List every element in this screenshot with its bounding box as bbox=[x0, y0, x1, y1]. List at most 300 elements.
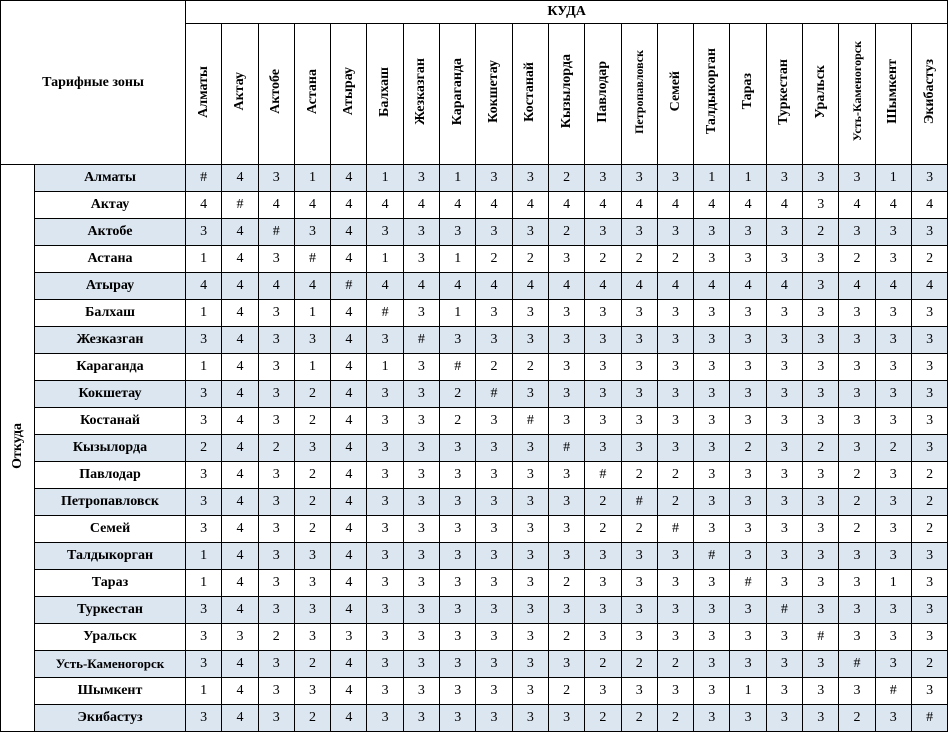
tariff-cell: 2 bbox=[911, 651, 947, 678]
tariff-cell: # bbox=[476, 381, 512, 408]
tariff-cell: 3 bbox=[694, 678, 730, 705]
tariff-cell: 3 bbox=[803, 381, 839, 408]
tariff-cell: 2 bbox=[294, 462, 330, 489]
tariff-cell: 3 bbox=[548, 408, 584, 435]
tariff-cell: 4 bbox=[548, 192, 584, 219]
tariff-cell: 3 bbox=[585, 435, 621, 462]
tariff-cell: 3 bbox=[803, 543, 839, 570]
table-row bbox=[1, 300, 948, 327]
tariff-cell: 3 bbox=[440, 219, 476, 246]
tariff-cell: 4 bbox=[839, 192, 875, 219]
tariff-cell: 2 bbox=[440, 381, 476, 408]
origin-label: Жезказган bbox=[35, 327, 186, 354]
from-header bbox=[1, 165, 35, 732]
tariff-cell: 2 bbox=[294, 381, 330, 408]
tariff-cell: 3 bbox=[476, 570, 512, 597]
tariff-cell: 3 bbox=[585, 165, 621, 192]
tariff-cell: 3 bbox=[258, 489, 294, 516]
tariff-cell: 3 bbox=[512, 462, 548, 489]
tariff-cell: 3 bbox=[694, 489, 730, 516]
tariff-cell: 3 bbox=[476, 516, 512, 543]
tariff-cell: 3 bbox=[621, 678, 657, 705]
tariff-cell: 2 bbox=[657, 705, 693, 732]
table-row bbox=[1, 435, 948, 462]
tariff-cell: 3 bbox=[911, 435, 947, 462]
tariff-cell: 3 bbox=[548, 246, 584, 273]
table-row bbox=[1, 705, 948, 732]
tariff-cell: 2 bbox=[621, 705, 657, 732]
tariff-cell: 3 bbox=[585, 219, 621, 246]
table-row bbox=[1, 543, 948, 570]
tariff-cell: # bbox=[657, 516, 693, 543]
table-row bbox=[1, 192, 948, 219]
tariff-cell: 3 bbox=[694, 570, 730, 597]
table-row bbox=[1, 651, 948, 678]
tariff-cell: 3 bbox=[839, 300, 875, 327]
tariff-cell: 3 bbox=[657, 597, 693, 624]
table-row bbox=[1, 462, 948, 489]
tariff-cell: 4 bbox=[222, 570, 258, 597]
tariff-cell: 4 bbox=[585, 192, 621, 219]
tariff-cell: 4 bbox=[186, 192, 222, 219]
tariff-cell: 3 bbox=[621, 624, 657, 651]
tariff-cell: 3 bbox=[367, 570, 403, 597]
tariff-cell: 1 bbox=[294, 354, 330, 381]
tariff-cell: 4 bbox=[331, 516, 367, 543]
tariff-cell: 3 bbox=[585, 354, 621, 381]
tariff-cell: 1 bbox=[186, 246, 222, 273]
tariff-cell: 3 bbox=[766, 165, 802, 192]
tariff-cell: 4 bbox=[875, 273, 911, 300]
tariff-cell: 3 bbox=[621, 219, 657, 246]
tariff-cell: 3 bbox=[440, 516, 476, 543]
tariff-cell: 4 bbox=[331, 408, 367, 435]
origin-label: Караганда bbox=[35, 354, 186, 381]
tariff-cell: 1 bbox=[186, 678, 222, 705]
tariff-cell: 3 bbox=[839, 408, 875, 435]
tariff-cell: 3 bbox=[911, 570, 947, 597]
origin-label: Экибастуз bbox=[35, 705, 186, 732]
tariff-cell: 3 bbox=[875, 327, 911, 354]
destination-header bbox=[911, 24, 947, 165]
tariff-cell: 3 bbox=[694, 300, 730, 327]
tariff-cell: 3 bbox=[657, 435, 693, 462]
tariff-cell: 3 bbox=[258, 516, 294, 543]
tariff-cell: 4 bbox=[548, 273, 584, 300]
destination-label: Петропавловск bbox=[632, 49, 647, 134]
tariff-cell: 3 bbox=[258, 354, 294, 381]
destination-label: Уральск bbox=[812, 64, 828, 119]
tariff-cell: 3 bbox=[694, 219, 730, 246]
tariff-cell: 3 bbox=[585, 327, 621, 354]
tariff-cell: 3 bbox=[621, 597, 657, 624]
tariff-cell: 4 bbox=[403, 273, 439, 300]
tariff-cell: # bbox=[621, 489, 657, 516]
tariff-cell: 4 bbox=[222, 516, 258, 543]
tariff-cell: # bbox=[766, 597, 802, 624]
tariff-cell: 3 bbox=[476, 597, 512, 624]
tariff-cell: 3 bbox=[440, 651, 476, 678]
tariff-cell: 3 bbox=[911, 354, 947, 381]
tariff-cell: 3 bbox=[730, 489, 766, 516]
tariff-cell: 4 bbox=[331, 165, 367, 192]
tariff-cell: 3 bbox=[258, 597, 294, 624]
tariff-cell: 3 bbox=[403, 624, 439, 651]
tariff-cell: 3 bbox=[694, 354, 730, 381]
tariff-cell: 2 bbox=[839, 246, 875, 273]
tariff-cell: 1 bbox=[730, 165, 766, 192]
tariff-cell: 3 bbox=[875, 408, 911, 435]
tariff-cell: 4 bbox=[331, 570, 367, 597]
origin-label: Атырау bbox=[35, 273, 186, 300]
tariff-cell: 1 bbox=[186, 570, 222, 597]
tariff-cell: 4 bbox=[331, 219, 367, 246]
table-row bbox=[1, 381, 948, 408]
tariff-cell: 3 bbox=[258, 408, 294, 435]
tariff-cell: 3 bbox=[476, 408, 512, 435]
table-row bbox=[1, 273, 948, 300]
origin-label: Астана bbox=[35, 246, 186, 273]
table-body bbox=[1, 165, 948, 732]
tariff-cell: 2 bbox=[186, 435, 222, 462]
tariff-cell: 2 bbox=[294, 705, 330, 732]
tariff-cell: 3 bbox=[803, 570, 839, 597]
tariff-cell: 3 bbox=[258, 705, 294, 732]
tariff-cell: 2 bbox=[911, 516, 947, 543]
tariff-cell: 3 bbox=[657, 300, 693, 327]
table-row bbox=[1, 597, 948, 624]
origin-label: Тараз bbox=[35, 570, 186, 597]
tariff-cell: 1 bbox=[440, 246, 476, 273]
tariff-cell: 3 bbox=[911, 543, 947, 570]
tariff-cell: 4 bbox=[367, 192, 403, 219]
tariff-cell: 3 bbox=[621, 165, 657, 192]
tariff-cell: 4 bbox=[222, 354, 258, 381]
tariff-cell: 3 bbox=[766, 381, 802, 408]
tariff-cell: 3 bbox=[621, 435, 657, 462]
tariff-cell: 3 bbox=[694, 516, 730, 543]
tariff-cell: 3 bbox=[186, 516, 222, 543]
tariff-cell: 3 bbox=[766, 705, 802, 732]
tariff-cell: 3 bbox=[294, 597, 330, 624]
destination-header bbox=[367, 24, 403, 165]
tariff-cell: 3 bbox=[875, 300, 911, 327]
tariff-cell: 3 bbox=[440, 489, 476, 516]
tariff-cell: 3 bbox=[657, 543, 693, 570]
tariff-cell: 3 bbox=[548, 354, 584, 381]
tariff-cell: 3 bbox=[367, 678, 403, 705]
tariff-cell: 3 bbox=[839, 381, 875, 408]
tariff-cell: # bbox=[186, 165, 222, 192]
origin-label: Алматы bbox=[35, 165, 186, 192]
tariff-cell: 3 bbox=[730, 354, 766, 381]
tariff-cell: 3 bbox=[476, 327, 512, 354]
tariff-cell: 2 bbox=[294, 408, 330, 435]
tariff-cell: 3 bbox=[186, 327, 222, 354]
tariff-cell: 4 bbox=[331, 300, 367, 327]
tariff-cell: 3 bbox=[258, 462, 294, 489]
tariff-cell: 3 bbox=[548, 462, 584, 489]
destination-label: Экибастуз bbox=[921, 58, 937, 125]
from-label: Откуда bbox=[9, 422, 25, 469]
destination-label: Усть-Каменогорск bbox=[849, 41, 864, 142]
tariff-cell: 4 bbox=[258, 273, 294, 300]
tariff-cell: 3 bbox=[440, 678, 476, 705]
tariff-cell: 3 bbox=[766, 543, 802, 570]
tariff-cell: 4 bbox=[839, 273, 875, 300]
destination-header bbox=[294, 24, 330, 165]
tariff-cell: 2 bbox=[621, 651, 657, 678]
tariff-cell: 2 bbox=[258, 624, 294, 651]
tariff-cell: 3 bbox=[476, 705, 512, 732]
tariff-cell: # bbox=[548, 435, 584, 462]
tariff-cell: 4 bbox=[875, 192, 911, 219]
tariff-cell: 2 bbox=[839, 705, 875, 732]
tariff-cell: 2 bbox=[476, 246, 512, 273]
tariff-cell: 4 bbox=[222, 489, 258, 516]
destination-label: Атырау bbox=[340, 67, 356, 116]
destination-header bbox=[730, 24, 766, 165]
tariff-cell: 3 bbox=[657, 327, 693, 354]
tariff-cell: 3 bbox=[730, 543, 766, 570]
tariff-cell: # bbox=[512, 408, 548, 435]
destination-header bbox=[331, 24, 367, 165]
tariff-cell: 4 bbox=[222, 219, 258, 246]
table-row bbox=[1, 354, 948, 381]
tariff-cell: 3 bbox=[766, 435, 802, 462]
origin-label: Уральск bbox=[35, 624, 186, 651]
destination-label: Кызылорда bbox=[558, 54, 574, 129]
tariff-cell: 3 bbox=[548, 489, 584, 516]
tariff-cell: 2 bbox=[621, 462, 657, 489]
tariff-cell: 3 bbox=[730, 381, 766, 408]
tariff-cell: 3 bbox=[911, 165, 947, 192]
destination-header bbox=[694, 24, 730, 165]
destination-label: Актобе bbox=[268, 69, 284, 114]
tariff-cell: 4 bbox=[331, 597, 367, 624]
tariff-cell: 3 bbox=[839, 570, 875, 597]
tariff-cell: 4 bbox=[331, 489, 367, 516]
tariff-cell: 3 bbox=[730, 597, 766, 624]
tariff-cell: 2 bbox=[585, 489, 621, 516]
tariff-cell: 3 bbox=[585, 678, 621, 705]
tariff-cell: 4 bbox=[331, 246, 367, 273]
origin-label: Усть-Каменогорск bbox=[35, 651, 186, 678]
tariff-cell: # bbox=[294, 246, 330, 273]
tariff-cell: 3 bbox=[766, 246, 802, 273]
tariff-cell: 3 bbox=[839, 219, 875, 246]
tariff-cell: 3 bbox=[839, 543, 875, 570]
table-row bbox=[1, 570, 948, 597]
tariff-cell: 3 bbox=[258, 651, 294, 678]
tariff-cell: 2 bbox=[476, 354, 512, 381]
table-row bbox=[1, 327, 948, 354]
tariff-cell: 3 bbox=[440, 570, 476, 597]
tariff-cell: 4 bbox=[222, 705, 258, 732]
destination-label: Костанай bbox=[522, 61, 538, 122]
tariff-cell: 4 bbox=[222, 300, 258, 327]
tariff-cell: 3 bbox=[657, 219, 693, 246]
tariff-cell: 3 bbox=[548, 705, 584, 732]
tariff-cell: 3 bbox=[186, 624, 222, 651]
tariff-cell: 3 bbox=[186, 219, 222, 246]
tariff-cell: 2 bbox=[621, 246, 657, 273]
tariff-cell: 4 bbox=[730, 192, 766, 219]
tariff-cell: 3 bbox=[766, 516, 802, 543]
tariff-cell: 2 bbox=[585, 705, 621, 732]
origin-label: Кокшетау bbox=[35, 381, 186, 408]
destination-header bbox=[657, 24, 693, 165]
origin-label: Балхаш bbox=[35, 300, 186, 327]
tariff-cell: 1 bbox=[875, 165, 911, 192]
tariff-cell: 3 bbox=[621, 300, 657, 327]
tariff-cell: 3 bbox=[766, 219, 802, 246]
tariff-cell: 4 bbox=[621, 273, 657, 300]
tariff-cell: 3 bbox=[911, 219, 947, 246]
tariff-cell: # bbox=[258, 219, 294, 246]
tariff-cell: 3 bbox=[258, 300, 294, 327]
tariff-cell: 3 bbox=[803, 246, 839, 273]
tariff-cell: 4 bbox=[222, 381, 258, 408]
tariff-cell: 4 bbox=[512, 273, 548, 300]
tariff-cell: 2 bbox=[585, 516, 621, 543]
tariff-cell: 3 bbox=[875, 516, 911, 543]
tariff-cell: 3 bbox=[258, 327, 294, 354]
tariff-cell: 3 bbox=[911, 678, 947, 705]
tariff-cell: 3 bbox=[766, 327, 802, 354]
tariff-cell: 3 bbox=[875, 705, 911, 732]
tariff-cell: 3 bbox=[730, 624, 766, 651]
tariff-cell: 1 bbox=[730, 678, 766, 705]
tariff-cell: 1 bbox=[294, 165, 330, 192]
tariff-cell: 3 bbox=[440, 624, 476, 651]
destination-label: Жезказган bbox=[413, 58, 429, 125]
tariff-cell: 3 bbox=[911, 381, 947, 408]
tariff-cell: 2 bbox=[548, 570, 584, 597]
tariff-cell: 2 bbox=[548, 624, 584, 651]
tariff-cell: 3 bbox=[548, 300, 584, 327]
tariff-cell: 3 bbox=[367, 705, 403, 732]
tariff-cell: 1 bbox=[367, 165, 403, 192]
tariff-cell: 3 bbox=[512, 300, 548, 327]
tariff-cell: 3 bbox=[839, 597, 875, 624]
tariff-cell: 2 bbox=[657, 246, 693, 273]
tariff-cell: 4 bbox=[331, 381, 367, 408]
destination-label: Павлодар bbox=[594, 60, 610, 123]
tariff-cell: # bbox=[222, 192, 258, 219]
tariff-cell: 3 bbox=[730, 327, 766, 354]
tariff-cell: 4 bbox=[331, 651, 367, 678]
tariff-cell: 4 bbox=[621, 192, 657, 219]
tariff-cell: 3 bbox=[766, 408, 802, 435]
destination-label: Кокшетау bbox=[486, 60, 502, 123]
destination-header bbox=[548, 24, 584, 165]
tariff-cell: 3 bbox=[839, 327, 875, 354]
tariff-cell: 3 bbox=[585, 570, 621, 597]
tariff-cell: 4 bbox=[186, 273, 222, 300]
tariff-cell: 3 bbox=[911, 300, 947, 327]
tariff-cell: 3 bbox=[839, 678, 875, 705]
tariff-cell: 4 bbox=[694, 192, 730, 219]
tariff-cell: 4 bbox=[294, 273, 330, 300]
tariff-cell: 3 bbox=[694, 435, 730, 462]
tariff-cell: 2 bbox=[294, 516, 330, 543]
table-row bbox=[1, 678, 948, 705]
tariff-cell: 3 bbox=[803, 489, 839, 516]
destination-label: Шымкент bbox=[885, 59, 901, 124]
tariff-cell: 4 bbox=[222, 651, 258, 678]
tariff-cell: 3 bbox=[657, 624, 693, 651]
tariff-cell: 3 bbox=[512, 219, 548, 246]
tariff-cell: 3 bbox=[476, 651, 512, 678]
tariff-cell: 3 bbox=[186, 462, 222, 489]
tariff-cell: 3 bbox=[803, 192, 839, 219]
tariff-cell: 3 bbox=[440, 435, 476, 462]
tariff-cell: 3 bbox=[657, 354, 693, 381]
tariff-cell: 3 bbox=[621, 381, 657, 408]
tariff-cell: 2 bbox=[585, 651, 621, 678]
tariff-cell: 3 bbox=[440, 705, 476, 732]
destination-label: Туркестан bbox=[776, 58, 792, 125]
tariff-cell: 2 bbox=[803, 435, 839, 462]
tariff-cell: 3 bbox=[694, 408, 730, 435]
tariff-cell: 3 bbox=[403, 489, 439, 516]
tariff-cell: 3 bbox=[875, 624, 911, 651]
table-row bbox=[1, 219, 948, 246]
tariff-cell: 3 bbox=[694, 327, 730, 354]
tariff-cell: 3 bbox=[403, 705, 439, 732]
tariff-cell: 2 bbox=[585, 246, 621, 273]
tariff-cell: # bbox=[911, 705, 947, 732]
tariff-cell: 3 bbox=[875, 462, 911, 489]
tariff-cell: 4 bbox=[694, 273, 730, 300]
destination-label: Семей bbox=[667, 71, 683, 112]
tariff-cell: 3 bbox=[186, 408, 222, 435]
tariff-cell: 3 bbox=[803, 354, 839, 381]
tariff-cell: 4 bbox=[222, 678, 258, 705]
tariff-cell: 3 bbox=[476, 219, 512, 246]
tariff-cell: 2 bbox=[911, 462, 947, 489]
tariff-cell: 2 bbox=[911, 246, 947, 273]
tariff-cell: # bbox=[403, 327, 439, 354]
tariff-cell: 4 bbox=[657, 273, 693, 300]
tariff-cell: 3 bbox=[585, 624, 621, 651]
tariff-cell: 4 bbox=[766, 192, 802, 219]
tariff-cell: 3 bbox=[730, 246, 766, 273]
tariff-cell: 3 bbox=[476, 678, 512, 705]
tariff-cell: 4 bbox=[222, 462, 258, 489]
tariff-cell: 3 bbox=[367, 489, 403, 516]
tariff-cell: 3 bbox=[294, 624, 330, 651]
tariff-cell: 3 bbox=[222, 624, 258, 651]
tariff-cell: 3 bbox=[694, 462, 730, 489]
tariff-cell: 4 bbox=[440, 192, 476, 219]
tariff-cell: 4 bbox=[331, 327, 367, 354]
tariff-cell: 3 bbox=[476, 300, 512, 327]
tariff-cell: 3 bbox=[367, 327, 403, 354]
tariff-cell: 3 bbox=[839, 165, 875, 192]
tariff-cell: 2 bbox=[839, 462, 875, 489]
tariff-cell: 4 bbox=[222, 165, 258, 192]
tariff-cell: # bbox=[730, 570, 766, 597]
tariff-cell: 3 bbox=[657, 408, 693, 435]
tariff-cell: 3 bbox=[730, 300, 766, 327]
tariff-cell: 3 bbox=[512, 705, 548, 732]
tariff-cell: 4 bbox=[512, 192, 548, 219]
tariff-cell: 3 bbox=[294, 678, 330, 705]
tariff-cell: 3 bbox=[403, 678, 439, 705]
tariff-cell: 3 bbox=[766, 678, 802, 705]
